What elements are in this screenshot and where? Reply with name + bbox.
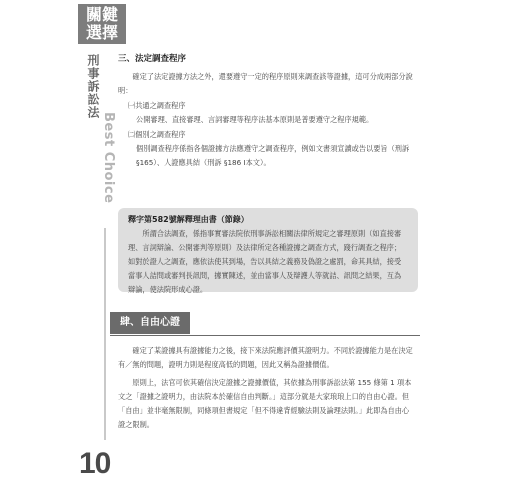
subsection-2-text: 個別調查程序係指各個證據方法應遵守之調查程序，例如文書須宣讀或告以要旨（刑訴 §165）、人證應具結（刑訴 §186 Ⅰ本文）。 [136, 144, 410, 167]
section-4-body [118, 344, 414, 432]
note-title: 釋字第582號解釋理由書（節錄） [128, 215, 249, 224]
book-title-vertical: 刑事訴訟法 [86, 54, 100, 119]
note-text: 所謂合法調查，係指事實審法院依刑事訴訟相關法律所規定之審理原則（如直接審理、言詞辯論、公開審判等原則）及法律所定各種證據之調查方式，踐行調查之程序；如對於證人之調查，應依法使其到場，告以具結之義務及偽證之處罰，命其具結，接受當事人詰問或審判長訊問，據實陳述，並由當事人及辯護人等就詰、訊問之結果，互為辯論，使法院形成心證。 [128, 229, 402, 294]
series-brand-vertical: Best Choice [101, 112, 116, 204]
page-number: 10 [79, 447, 111, 480]
chapter-tab-label: 關鍵 選擇 [85, 5, 118, 42]
chapter-tab [78, 4, 126, 44]
subsection-1-text: 公開審理、直接審理、言詞審理等程序法基本原則是普要遵守之程序規範。 [136, 115, 374, 124]
subsection-2-label: ㈡個別之調查程序 [128, 130, 186, 139]
section-4-paragraph-2: 原則上，法官可依其確信決定證據之證據價值，其依據為刑事訴訟法第 155 條第 1 項本文之「證據之證明力，由法院本於確信自由判斷。」這部分就是大家琅琅上口的自由心證。但「自由」並非毫無限制，同條項但書規定「但不得違背經驗法則及論理法則。」此即為自由心證之限制。 [118, 378, 412, 429]
section-3-intro: 確定了法定證據方法之外，還要遵守一定的程序原則來調查該等證據，這可分成兩部分說明： [118, 72, 413, 95]
interpretation-note-box [118, 208, 418, 292]
section-4-paragraph-1: 確定了某證據具有證據能力之後，接下來法院應評價其證明力。不同於證據能力是在決定有／無的問題，證明力則是程度高低的問題，因此又稱為證據價值。 [118, 346, 413, 369]
section-3 [118, 52, 414, 170]
section-3-title: 三、法定調查程序 [118, 54, 187, 64]
sidebar-divider [104, 228, 106, 440]
section-4-heading-bar [110, 312, 420, 336]
section-4-heading: 肆、自由心證 [110, 312, 190, 334]
subsection-1-label: ㈠共通之調查程序 [128, 101, 186, 110]
